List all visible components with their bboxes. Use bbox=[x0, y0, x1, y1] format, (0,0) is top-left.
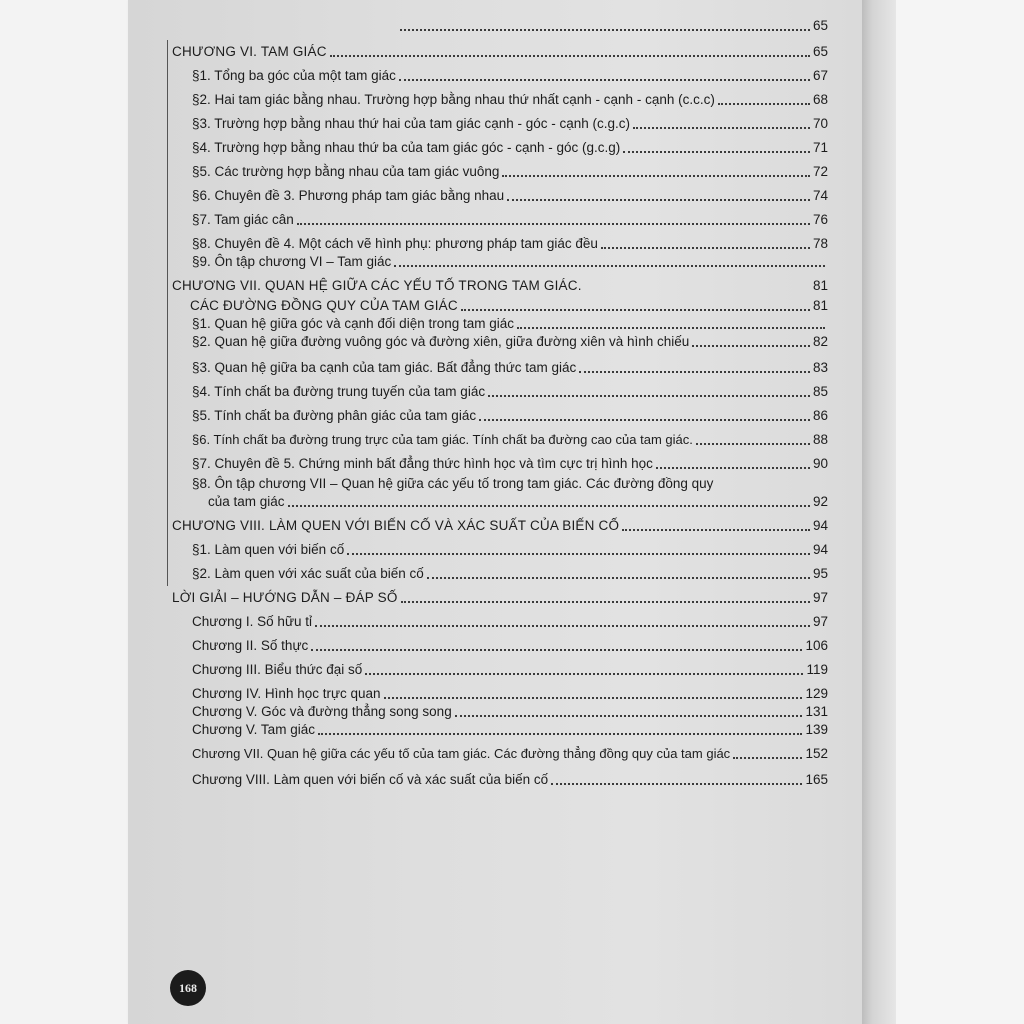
toc-title: §7. Tam giác cân bbox=[192, 212, 294, 227]
toc-page: 88 bbox=[812, 432, 828, 447]
leader-dots bbox=[399, 79, 810, 81]
toc-title: §5. Tính chất ba đường phân giác của tam giác bbox=[192, 408, 477, 423]
toc-title: §4. Trường hợp bằng nhau thứ ba của tam giác góc - cạnh - góc (g.c.g) bbox=[192, 140, 621, 155]
toc-left-rule bbox=[167, 40, 168, 586]
toc-title: Chương VIII. Làm quen với biến cố và xác suất của biến cố bbox=[192, 772, 549, 787]
toc-title: §2. Quan hệ giữa đường vuông góc và đường xiên, giữa đường xiên và hình chiếu bbox=[192, 334, 690, 349]
toc-title: §7. Chuyên đề 5. Chứng minh bất đẳng thức hình học và tìm cực trị hình học bbox=[192, 456, 653, 471]
toc-title: LỜI GIẢI – HƯỚNG DẪN – ĐÁP SỐ bbox=[172, 590, 398, 605]
leader-dots bbox=[455, 715, 803, 717]
toc-entry bbox=[192, 316, 828, 332]
toc-title: Chương VII. Quan hệ giữa các yếu tố của tam giác. Các đường thẳng đồng quy của tam giác bbox=[192, 746, 731, 761]
leader-dots bbox=[718, 103, 810, 105]
toc-entry bbox=[192, 116, 828, 132]
toc-entry-top bbox=[170, 18, 828, 34]
leader-dots bbox=[365, 673, 803, 675]
leader-dots bbox=[461, 309, 810, 311]
toc-page: 97 bbox=[812, 590, 828, 605]
page-number-badge: 168 bbox=[170, 970, 206, 1006]
leader-dots bbox=[318, 733, 803, 735]
toc-entry bbox=[192, 772, 828, 788]
toc-title: §8. Ôn tập chương VII – Quan hệ giữa các yếu tố trong tam giác. Các đường đồng quy bbox=[192, 476, 714, 491]
toc-page: 76 bbox=[812, 212, 828, 227]
toc-entry bbox=[192, 614, 828, 630]
toc-page: 152 bbox=[805, 746, 828, 761]
toc-page: 70 bbox=[812, 116, 828, 131]
toc-title: Chương III. Biểu thức đại số bbox=[192, 662, 363, 677]
toc-entry bbox=[192, 432, 828, 448]
page-edge bbox=[862, 0, 896, 1024]
toc-title: §4. Tính chất ba đường trung tuyến của tam giác bbox=[192, 384, 486, 399]
toc-entry bbox=[192, 254, 828, 270]
leader-dots bbox=[311, 649, 802, 651]
toc-entry bbox=[192, 140, 828, 156]
toc-entry bbox=[192, 746, 828, 762]
leader-dots bbox=[347, 553, 810, 555]
toc-entry bbox=[192, 360, 828, 376]
background-left bbox=[0, 0, 128, 1024]
leader-dots bbox=[692, 345, 810, 347]
toc-title: CHƯƠNG VI. TAM GIÁC bbox=[172, 44, 327, 59]
toc-title: §5. Các trường hợp bằng nhau của tam giác vuông bbox=[192, 164, 500, 179]
toc-title: Chương V. Tam giác bbox=[192, 722, 315, 737]
toc-page: 72 bbox=[812, 164, 828, 179]
toc-entry bbox=[192, 408, 828, 424]
toc-page: 78 bbox=[812, 236, 828, 251]
toc-entry-cont bbox=[208, 494, 828, 510]
leader-dots bbox=[401, 601, 810, 603]
toc-page: 65 bbox=[812, 44, 828, 59]
toc-section-heading bbox=[172, 590, 828, 606]
toc-title: §2. Làm quen với xác suất của biến cố bbox=[192, 566, 424, 581]
toc-title: §6. Chuyên đề 3. Phương pháp tam giác bằng nhau bbox=[192, 188, 505, 203]
leader-dots bbox=[622, 529, 810, 531]
leader-dots bbox=[633, 127, 810, 129]
toc-title: của tam giác bbox=[208, 494, 285, 509]
toc-title: Chương V. Góc và đường thẳng song song bbox=[192, 704, 452, 719]
toc-page: 83 bbox=[812, 360, 828, 375]
toc-page: 68 bbox=[812, 92, 828, 107]
toc-entry bbox=[192, 212, 828, 228]
toc-entry bbox=[192, 662, 828, 678]
leader-dots bbox=[297, 223, 810, 225]
toc-page: 119 bbox=[806, 662, 828, 677]
toc-page: 97 bbox=[812, 614, 828, 629]
leader-dots bbox=[394, 265, 825, 267]
leader-dots bbox=[656, 467, 810, 469]
leader-dots bbox=[601, 247, 810, 249]
leader-dots bbox=[507, 199, 810, 201]
toc-entry bbox=[192, 638, 828, 654]
toc-page: 129 bbox=[805, 686, 828, 701]
toc-entry bbox=[192, 92, 828, 108]
toc-entry bbox=[192, 384, 828, 400]
toc-title: §2. Hai tam giác bằng nhau. Trường hợp bằng nhau thứ nhất cạnh - cạnh - cạnh (c.c.c) bbox=[192, 92, 715, 107]
toc-chapter-heading bbox=[172, 278, 828, 294]
toc-entry bbox=[192, 476, 828, 492]
toc-title: Chương I. Số hữu tỉ bbox=[192, 614, 312, 629]
leader-dots bbox=[488, 395, 810, 397]
toc-title: §3. Quan hệ giữa ba cạnh của tam giác. Bất đẳng thức tam giác bbox=[192, 360, 577, 375]
toc-page: 92 bbox=[812, 494, 828, 509]
toc-entry bbox=[192, 334, 828, 350]
toc-page: 82 bbox=[812, 334, 828, 349]
toc-page: 131 bbox=[805, 704, 828, 719]
toc-page: 85 bbox=[812, 384, 828, 399]
toc-page: 106 bbox=[805, 638, 828, 653]
toc-title: CHƯƠNG VII. QUAN HỆ GIỮA CÁC YẾU TỐ TRONG TAM GIÁC. bbox=[172, 278, 582, 293]
leader-dots bbox=[579, 371, 810, 373]
toc-page: 165 bbox=[805, 772, 828, 787]
leader-dots bbox=[696, 443, 810, 445]
toc-entry bbox=[192, 722, 828, 738]
toc-page: 67 bbox=[812, 68, 828, 83]
leader-dots bbox=[733, 757, 802, 759]
toc-entry bbox=[192, 566, 828, 582]
toc-title: §1. Tổng ba góc của một tam giác bbox=[192, 68, 396, 83]
toc-chapter-heading bbox=[172, 44, 828, 60]
toc-chapter-heading bbox=[172, 518, 828, 534]
toc-title: Chương II. Số thực bbox=[192, 638, 309, 653]
leader-dots bbox=[551, 783, 802, 785]
toc-entry bbox=[192, 686, 828, 702]
toc-page: 90 bbox=[812, 456, 828, 471]
toc-page: 86 bbox=[812, 408, 828, 423]
toc-page: 81 bbox=[812, 298, 828, 313]
leader-dots bbox=[288, 505, 810, 507]
toc-chapter-heading-cont bbox=[190, 298, 828, 314]
toc-entry bbox=[192, 704, 828, 720]
toc-title: §8. Chuyên đề 4. Một cách vẽ hình phụ: phương pháp tam giác đều bbox=[192, 236, 598, 251]
toc-page: 81 bbox=[812, 278, 828, 293]
leader-dots bbox=[384, 697, 803, 699]
toc-title: §1. Quan hệ giữa góc và cạnh đối diện trong tam giác bbox=[192, 316, 514, 331]
toc-page: 71 bbox=[812, 140, 828, 155]
leader-dots bbox=[330, 55, 810, 57]
toc-page: 74 bbox=[812, 188, 828, 203]
toc-page: 139 bbox=[805, 722, 828, 737]
toc-entry bbox=[192, 68, 828, 84]
toc-title: Chương IV. Hình học trực quan bbox=[192, 686, 381, 701]
toc-entry bbox=[192, 236, 828, 252]
toc-title: CHƯƠNG VIII. LÀM QUEN VỚI BIẾN CỐ VÀ XÁC SUẤT CỦA BIẾN CỐ bbox=[172, 518, 620, 533]
leader-dots bbox=[400, 29, 810, 31]
toc-page: 94 bbox=[812, 542, 828, 557]
toc-title: §9. Ôn tập chương VI – Tam giác bbox=[192, 254, 392, 269]
leader-dots bbox=[427, 577, 810, 579]
toc-title: §6. Tính chất ba đường trung trực của tam giác. Tính chất ba đường cao của tam giác. bbox=[192, 432, 693, 447]
leader-dots bbox=[479, 419, 810, 421]
toc-title: CÁC ĐƯỜNG ĐỒNG QUY CỦA TAM GIÁC bbox=[190, 298, 458, 313]
leader-dots bbox=[315, 625, 810, 627]
toc-title: §1. Làm quen với biến cố bbox=[192, 542, 345, 557]
leader-dots bbox=[517, 327, 825, 329]
toc-page: 94 bbox=[812, 518, 828, 533]
toc-page: 65 bbox=[812, 18, 828, 33]
toc-entry bbox=[192, 188, 828, 204]
leader-dots bbox=[623, 151, 810, 153]
background-right bbox=[896, 0, 1024, 1024]
leader-dots bbox=[502, 175, 810, 177]
toc-entry bbox=[192, 542, 828, 558]
toc-entry bbox=[192, 456, 828, 472]
toc-page: 95 bbox=[812, 566, 828, 581]
toc-entry bbox=[192, 164, 828, 180]
toc-title: §3. Trường hợp bằng nhau thứ hai của tam giác cạnh - góc - cạnh (c.g.c) bbox=[192, 116, 631, 131]
